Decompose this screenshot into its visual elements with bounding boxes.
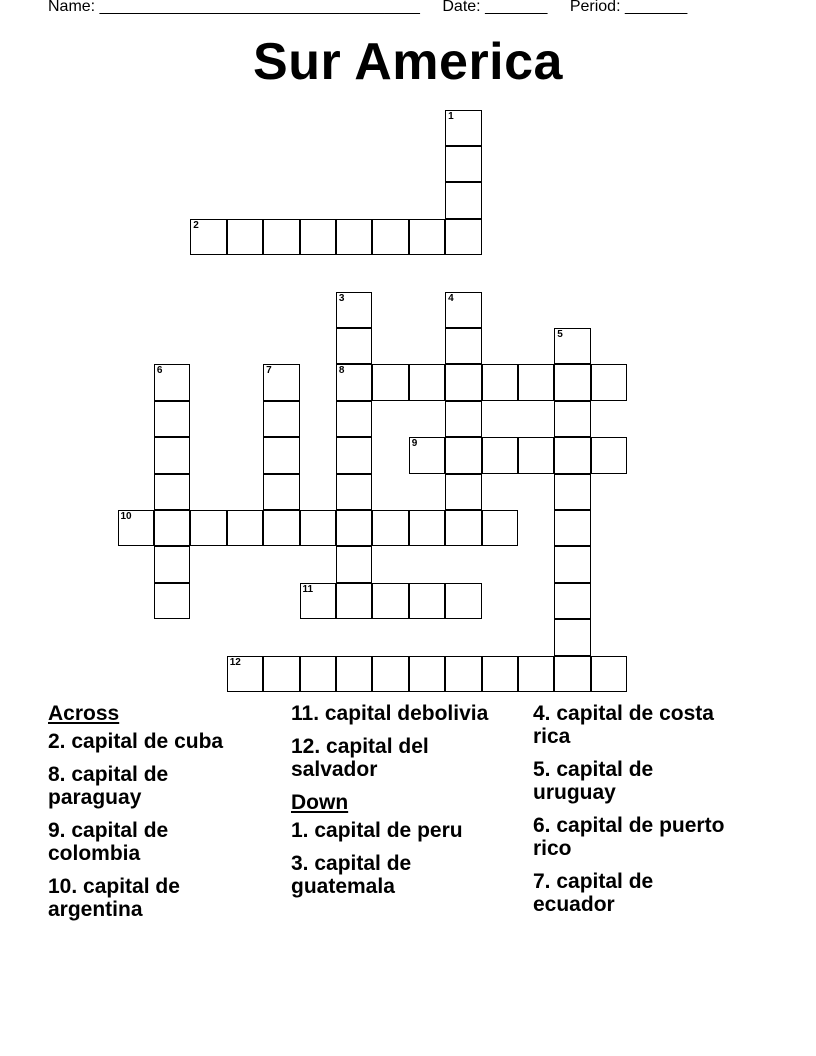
clue-column-1 xyxy=(48,702,248,931)
grid-cell[interactable] xyxy=(336,401,373,438)
clue-item-text: capital debolivia xyxy=(324,702,489,725)
grid-cell[interactable] xyxy=(190,510,227,547)
grid-cell[interactable] xyxy=(518,364,555,401)
grid-cell[interactable] xyxy=(482,437,519,474)
grid-cell[interactable] xyxy=(336,437,373,474)
grid-cell[interactable] xyxy=(154,546,191,583)
grid-cell[interactable] xyxy=(372,364,409,401)
clue-number: 8 xyxy=(338,365,345,377)
grid-cell[interactable] xyxy=(372,583,409,620)
clue-item xyxy=(291,852,491,898)
clue-number: 12 xyxy=(229,656,241,668)
grid-cell[interactable] xyxy=(554,546,591,583)
clue-item-number: 10. xyxy=(48,875,84,898)
grid-cell[interactable] xyxy=(263,656,300,693)
clue-item-text: capital de uruguay xyxy=(533,758,654,804)
period-field[interactable]: Period: _______ xyxy=(569,0,688,15)
clue-item-number: 5. xyxy=(533,758,557,781)
grid-cell[interactable] xyxy=(300,583,337,620)
clue-column-2 xyxy=(291,702,491,908)
grid-cell[interactable] xyxy=(300,219,337,256)
clue-item-number: 7. xyxy=(533,870,557,893)
clue-item xyxy=(533,814,733,860)
clue-item-number: 11. xyxy=(291,702,325,725)
clue-item-text: capital de guatemala xyxy=(291,852,412,898)
clue-item-number: 6. xyxy=(533,814,557,837)
clue-item xyxy=(48,875,248,921)
clue-item xyxy=(533,702,733,748)
grid-cell[interactable] xyxy=(445,401,482,438)
clue-item xyxy=(291,735,491,781)
grid-cell[interactable] xyxy=(336,219,373,256)
clue-item-text: capital de paraguay xyxy=(48,763,169,809)
clue-item xyxy=(291,702,491,725)
clue-item xyxy=(291,819,491,842)
clue-item-text: capital de puerto rico xyxy=(533,814,725,860)
grid-cell[interactable] xyxy=(300,656,337,693)
grid-cell[interactable] xyxy=(445,510,482,547)
grid-cell[interactable] xyxy=(445,328,482,365)
grid-cell[interactable] xyxy=(445,437,482,474)
grid-cell[interactable] xyxy=(154,364,191,401)
clue-item-text: capital de argentina xyxy=(48,875,180,921)
clue-item-number: 3. xyxy=(291,852,315,875)
grid-cell[interactable] xyxy=(445,146,482,183)
grid-cell[interactable] xyxy=(263,219,300,256)
puzzle-title: Sur America xyxy=(253,33,563,91)
grid-cell[interactable] xyxy=(372,510,409,547)
grid-cell[interactable] xyxy=(554,364,591,401)
clue-item xyxy=(533,870,733,916)
grid-cell[interactable] xyxy=(154,510,191,547)
grid-cell[interactable] xyxy=(336,364,373,401)
grid-cell[interactable] xyxy=(263,364,300,401)
grid-cell[interactable] xyxy=(336,474,373,511)
clue-number: 4 xyxy=(448,292,454,304)
grid-cell[interactable] xyxy=(445,182,482,219)
grid-cell[interactable] xyxy=(482,656,519,693)
clue-item xyxy=(533,758,733,804)
grid-cell[interactable] xyxy=(409,583,446,620)
down-heading: Down xyxy=(291,791,349,814)
clue-item-number: 4. xyxy=(533,702,557,725)
grid-cell[interactable] xyxy=(336,656,373,693)
grid-cell[interactable] xyxy=(227,656,264,693)
grid-cell[interactable] xyxy=(591,656,628,693)
grid-cell[interactable] xyxy=(336,292,373,329)
grid-cell[interactable] xyxy=(263,510,300,547)
clue-item-text: capital de cuba xyxy=(71,730,224,753)
clue-number: 3 xyxy=(338,292,345,304)
clue-number: 5 xyxy=(557,328,563,340)
grid-cell[interactable] xyxy=(445,292,482,329)
grid-cell[interactable] xyxy=(554,401,591,438)
grid-cell[interactable] xyxy=(300,510,337,547)
grid-cell[interactable] xyxy=(154,437,191,474)
grid-cell[interactable] xyxy=(554,510,591,547)
grid-cell[interactable] xyxy=(154,474,191,511)
grid-cell[interactable] xyxy=(482,364,519,401)
grid-cell[interactable] xyxy=(409,437,446,474)
grid-cell[interactable] xyxy=(518,656,555,693)
clue-number: 10 xyxy=(120,510,132,522)
clue-item-number: 8. xyxy=(48,763,72,786)
grid-cell[interactable] xyxy=(336,546,373,583)
clue-item-number: 9. xyxy=(48,819,72,842)
grid-cell[interactable] xyxy=(409,656,446,693)
clue-item-text: capital de peru xyxy=(314,819,463,842)
grid-cell[interactable] xyxy=(482,510,519,547)
grid-cell[interactable] xyxy=(336,583,373,620)
grid-cell[interactable] xyxy=(336,510,373,547)
grid-cell[interactable] xyxy=(227,219,264,256)
grid-cell[interactable] xyxy=(263,474,300,511)
grid-cell[interactable] xyxy=(409,364,446,401)
grid-cell[interactable] xyxy=(263,401,300,438)
grid-cell[interactable] xyxy=(554,474,591,511)
grid-cell[interactable] xyxy=(154,401,191,438)
grid-cell[interactable] xyxy=(190,219,227,256)
clue-number: 9 xyxy=(411,438,418,450)
clue-number: 11 xyxy=(302,583,314,595)
grid-cell[interactable] xyxy=(591,364,628,401)
clue-item xyxy=(48,819,248,865)
grid-cell[interactable] xyxy=(372,656,409,693)
grid-cell[interactable] xyxy=(445,364,482,401)
clue-number: 6 xyxy=(156,365,163,377)
clue-item-text: capital del salvador xyxy=(291,735,429,781)
grid-cell[interactable] xyxy=(554,437,591,474)
clue-number: 1 xyxy=(448,110,454,122)
clue-item-text: capital de costa rica xyxy=(533,702,714,748)
grid-cell[interactable] xyxy=(554,656,591,693)
date-field[interactable]: Date: _______ xyxy=(442,0,548,15)
grid-cell[interactable] xyxy=(118,510,155,547)
grid-cell[interactable] xyxy=(263,437,300,474)
grid-cell[interactable] xyxy=(445,583,482,620)
grid-cell[interactable] xyxy=(445,656,482,693)
clue-item-text: capital de ecuador xyxy=(533,870,654,916)
clue-item-text: capital de colombia xyxy=(48,819,169,865)
clue-number: 2 xyxy=(193,219,199,231)
grid-cell[interactable] xyxy=(227,510,264,547)
clue-number: 7 xyxy=(266,365,272,377)
clue-column-3 xyxy=(533,702,733,926)
grid-cell[interactable] xyxy=(591,437,628,474)
across-heading: Across xyxy=(48,702,120,725)
grid-cell[interactable] xyxy=(154,583,191,620)
clue-item-number: 12. xyxy=(291,735,327,758)
grid-cell[interactable] xyxy=(372,219,409,256)
grid-cell[interactable] xyxy=(409,510,446,547)
grid-cell[interactable] xyxy=(554,328,591,365)
clue-item-number: 2. xyxy=(48,730,72,753)
grid-cell[interactable] xyxy=(445,219,482,256)
clue-item-number: 1. xyxy=(291,819,315,842)
grid-cell[interactable] xyxy=(518,437,555,474)
name-field[interactable]: Name: ____________________________________ xyxy=(48,0,420,15)
grid-cell[interactable] xyxy=(445,474,482,511)
grid-cell[interactable] xyxy=(554,619,591,656)
grid-cell[interactable] xyxy=(445,110,482,147)
grid-cell[interactable] xyxy=(336,328,373,365)
grid-cell[interactable] xyxy=(409,219,446,256)
clue-item xyxy=(48,763,248,809)
clue-item xyxy=(48,730,248,753)
grid-cell[interactable] xyxy=(554,583,591,620)
